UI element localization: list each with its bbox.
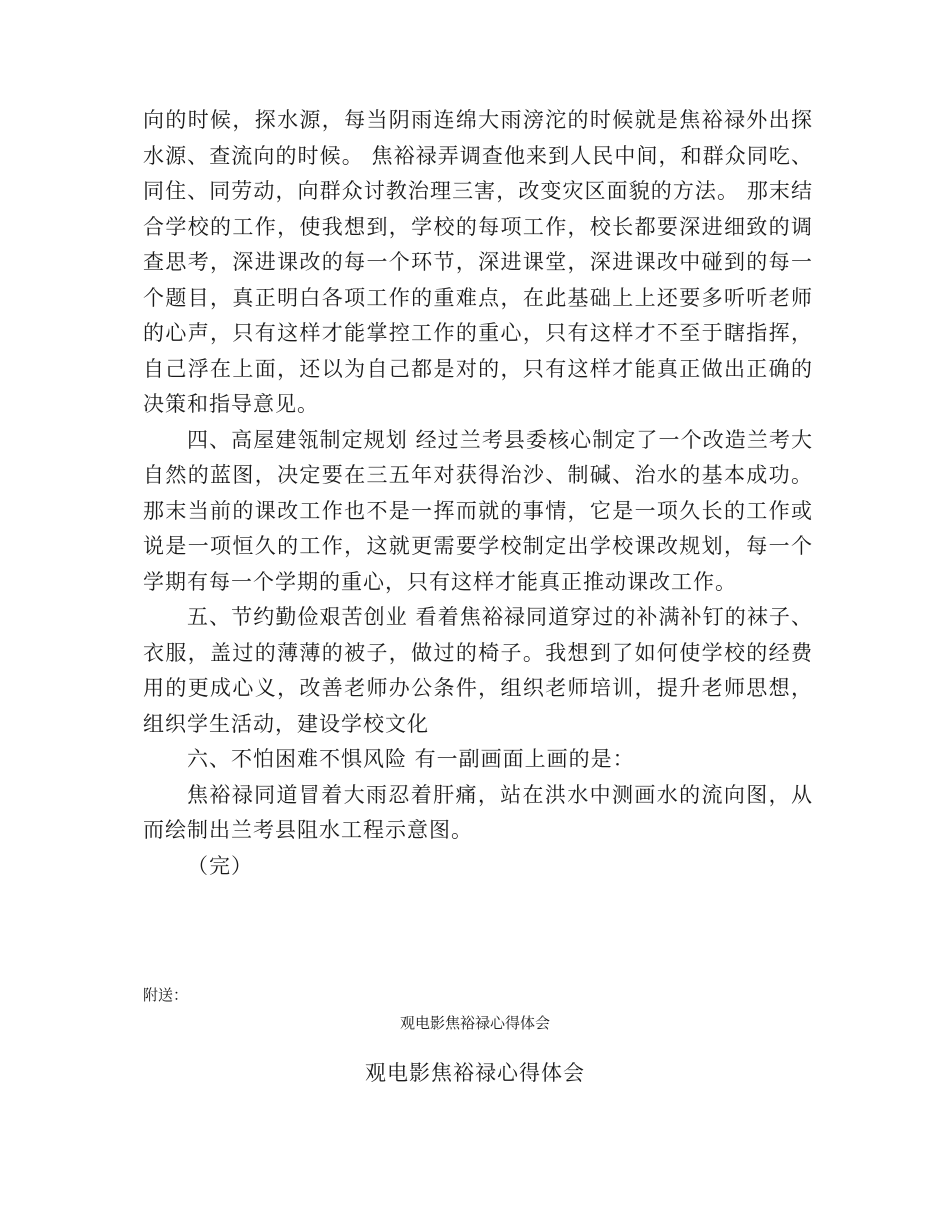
paragraph-section-four: 四、高屋建瓴制定规划 经过兰考县委核心制定了一个改造兰考大自然的蓝图，决定要在三五年对获得治沙、制碱、治水的基本成功。 那末当前的课改工作也不是一挥而就的事情，它是一项久长的工作或说是一项恒久的工作，这就更需要学校制定出学校课改规划，每一个学期有每一个学期的重心，只有这样才能真正推动课改工作。	[143, 427, 813, 594]
paragraph-section-six-detail: 焦裕禄同道冒着大雨忍着肝痛，站在洪水中测画水的流向图，从而绘制出兰考县阻水工程示意图。	[143, 782, 813, 842]
paragraph-continued: 向的时候，探水源，每当阴雨连绵大雨滂沱的时候就是焦裕禄外出探水源、查流向的时候。 焦裕禄弄调查他来到人民中间，和群众同吃、同住、同劳动，向群众讨教治理三害，改变灾区面貌的方法。 那末结合学校的工作，使我想到，学校的每项工作，校长都要深进细致的调查思考，深进课改的每一个环节，深进课堂，深进课改中碰到的每一个题目，真正明白各项工作的重难点，在此基础上上还要多听听老师的心声，只有这样才能掌控工作的重心，只有这样才不至于瞎指挥，自己浮在上面，还以为自己都是对的，只有这样才能真正做出正确的决策和指导意见。	[143, 108, 813, 416]
paragraph-end-mark: （完）	[187, 853, 253, 878]
appendix-title: 观电影焦裕禄心得体会	[365, 1061, 585, 1085]
appendix-label: 附送：	[143, 986, 189, 1004]
paragraph-section-six: 六、不怕困难不惧风险 有一副画面上画的是：	[187, 747, 635, 771]
paragraph-section-five: 五、节约勤俭艰苦创业 看着焦裕禄同道穿过的补满补钉的袜子、衣服，盖过的薄薄的被子，做过的椅子。我想到了如何使学校的经费用的更成心义，改善老师办公条件，组织老师培训，提升老师思想，组织学生活动，建设学校文化	[143, 605, 813, 736]
appendix-small-title: 观电影焦裕禄心得体会	[399, 1014, 550, 1032]
document-body	[143, 103, 813, 884]
